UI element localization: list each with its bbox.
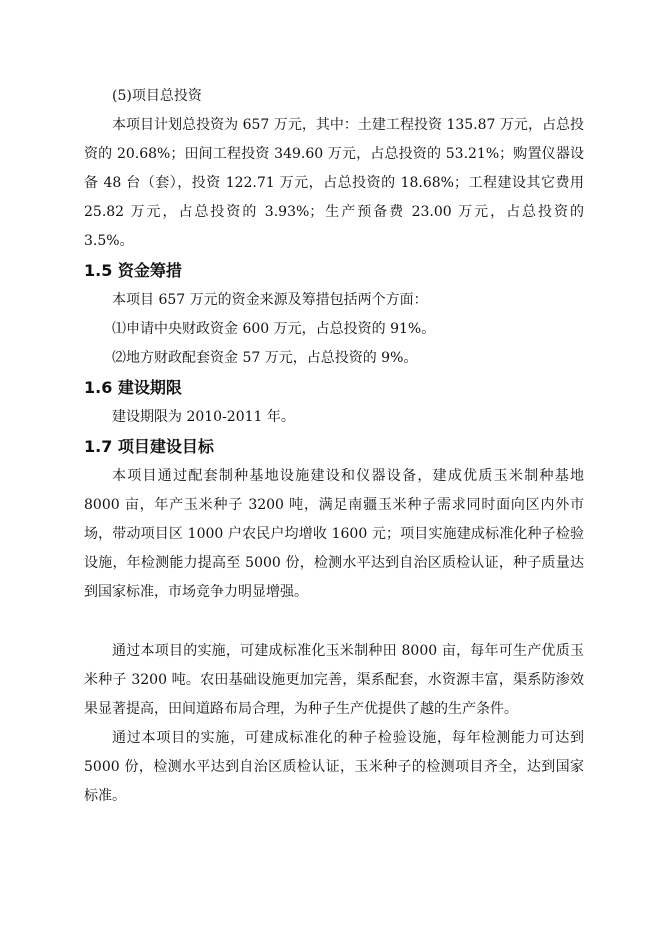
- subsection-heading-total-investment: (5)项目总投资: [112, 88, 202, 104]
- funding-item-local: ⑵地方财政配套资金 57 万元，占总投资的 9%。: [112, 350, 418, 366]
- total-investment-paragraph: 本项目计划总投资为 657 万元，其中：土建工程投资 135.87 万元，占总投资的 20.68%；田间工程投资 349.60 万元，占总投资的 53.21%；购置仪器设备 48 台（套），投资 122.71 万元，占总投资的 18.68%；工程建设其它费用 25.82 万元，占总投资的 3.93%；生产预备费 23.00 万元，占总投资的 3.5%。: [84, 117, 584, 249]
- funding-item-central: ⑴申请中央财政资金 600 万元，占总投资的 91%。: [112, 321, 436, 337]
- project-goals-paragraph-3: 通过本项目的实施，可建成标准化的种子检验设施，每年检测能力可达到 5000 份，检测水平达到自治区质检认证，玉米种子的检测项目齐全，达到国家标准。: [84, 730, 584, 804]
- paragraph-gap: [84, 607, 584, 637]
- section-heading-funding: 1.5 资金筹措: [84, 261, 182, 280]
- section-heading-construction-period: 1.6 建设期限: [84, 378, 182, 397]
- section-heading-project-goals: 1.7 项目建设目标: [84, 437, 214, 456]
- funding-intro-paragraph: 本项目 657 万元的资金来源及筹措包括两个方面：: [112, 292, 428, 308]
- project-goals-paragraph-1: 本项目通过配套制种基地设施建设和仪器设备，建成优质玉米制种基地 8000 亩，年产玉米种子 3200 吨，满足南疆玉米种子需求同时面向区内外市场，带动项目区 1000 户农民户均增收 1600 元；项目实施建成标准化种子检验设施，年检测能力提高至 5000 份，检测水平达到自治区质检认证，种子质量达到国家标准，市场竞争力明显增强。: [84, 468, 584, 600]
- construction-period-paragraph: 建设期限为 2010-2011 年。: [112, 409, 295, 425]
- project-goals-paragraph-2: 通过本项目的实施，可建成标准化玉米制种田 8000 亩，每年可生产优质玉米种子 3200 吨。农田基础设施更加完善，渠系配套，水资源丰富，渠系防渗效果显著提高，田间道路布局合理，为种子生产优提供了越的生产条件。: [84, 643, 584, 717]
- document-body: [84, 82, 584, 811]
